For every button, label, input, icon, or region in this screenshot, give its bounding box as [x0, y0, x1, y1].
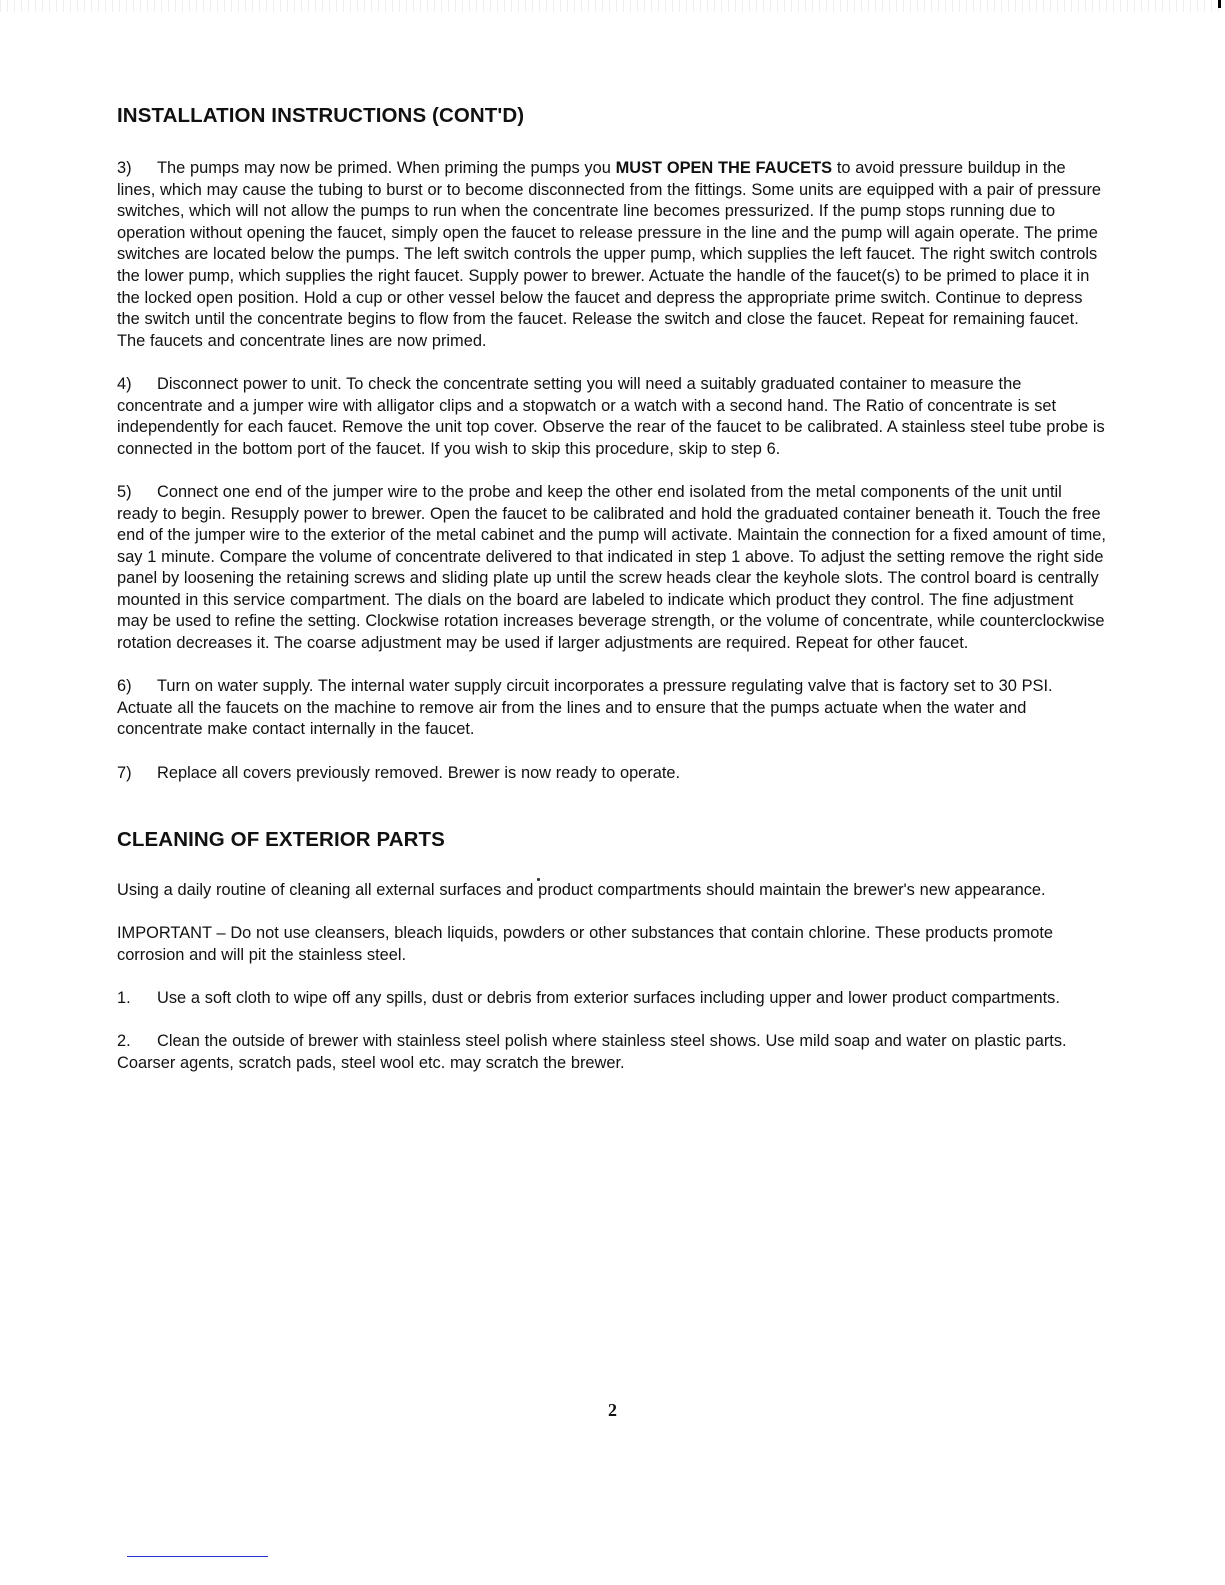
footer-rule [127, 1556, 268, 1557]
step-number: 5) [117, 482, 132, 501]
step-number: 2. [117, 1032, 131, 1051]
step-text: Turn on water supply. The internal water supply circuit incorporates a pressure regulating valve that is factory set to 30 PSI. Actuate all the faucets on the machine to remove air from the lines and to ensure that the pumps actuate when the water and concentrate make contact internally in the faucet. [117, 677, 1053, 739]
section-title-cleaning: CLEANING OF EXTERIOR PARTS [117, 828, 445, 852]
cleaning-step-1 [117, 988, 1107, 1010]
cleaning-important-notice: IMPORTANT – Do not use cleansers, bleach liquids, powders or other substances that contain chlorine. These products promote corrosion and will pit the stainless steel. [117, 924, 1054, 964]
step-text: Disconnect power to unit. To check the concentrate setting you will need a suitably graduated container to measure the concentrate and a jumper wire with alligator clips and a stopwatch or a watch with a second hand. The Ratio of concentrate is set independently for each faucet. Remove the unit top cover. Observe the rear of the faucet to be calibrated. A stainless steel tube probe is connected in the bottom port of the faucet. If you wish to skip this procedure, skip to step 6. [117, 374, 1105, 458]
installation-step-6 [117, 676, 1107, 741]
scan-mark [1218, 0, 1221, 8]
cleaning-step-2 [117, 1031, 1107, 1074]
step-number: 3) [117, 159, 132, 177]
step-text: Clean the outside of brewer with stainless steel polish where stainless steel shows. Use mild soap and water on plastic parts. Coarser agents, scratch pads, steel wool etc. may scratch the brewer. [117, 1032, 1067, 1072]
warning-emphasis: MUST OPEN THE FAUCETS [615, 159, 833, 177]
step-number: 6) [117, 677, 132, 696]
page-number: 2 [608, 1400, 617, 1420]
installation-step-4 [117, 374, 1107, 460]
step-text: Connect one end of the jumper wire to the probe and keep the other end isolated from the metal components of the unit until ready to begin. Resupply power to brewer. Open the faucet to be calibrated and hold the graduated container beneath it. Touch the free end of the jumper wire to the exterior of the metal cabinet and the pump will activate. Maintain the connection for a fixed amount of time, say 1 minute. Compare the volume of concentrate delivered to that indicated in step 1 above. To adjust the setting remove the right side panel by loosening the retaining screws and sliding plate up until the screw heads clear the keyhole slots. The control board is centrally mounted in this service compartment. The dials on the board are labeled to indicate which product they control. The fine adjustment may be used to refine the setting. Clockwise rotation increases beverage strength, or the volume of concentrate, while counterclockwise rotation decreases it. The coarse adjustment may be used if larger adjustments are required. Repeat for other faucet. [117, 482, 1106, 653]
step-number: 4) [117, 374, 132, 393]
scan-noise-top-edge [0, 0, 1225, 12]
step-number: 1. [117, 989, 131, 1008]
step-text: The pumps may now be primed. When priming the pumps you [157, 159, 616, 177]
installation-step-3 [117, 158, 1107, 352]
step-text: Use a soft cloth to wipe off any spills, dust or debris from exterior surfaces including upper and lower product compartments. [157, 989, 1060, 1008]
section-title-installation: INSTALLATION INSTRUCTIONS (CONT'D) [117, 104, 525, 127]
step-number: 7) [117, 763, 132, 782]
installation-step-7 [117, 763, 1107, 785]
document-page [117, 104, 1107, 1096]
step-text: Replace all covers previously removed. Brewer is now ready to operate. [157, 763, 681, 782]
installation-step-5 [117, 482, 1107, 655]
step-text: to avoid pressure buildup in the lines, which may cause the tubing to burst or to become disconnected from the fittings. Some units are equipped with a pair of pressure switches, which will not allow the pumps to run when the concentrate line becomes pressurized. If the pump stops running due to operation without opening the faucet, simply open the faucet to release pressure in the line and the pump will again operate. The prime switches are located below the pumps. The left switch controls the upper pump, which supplies the left faucet. The right switch controls the lower pump, which supplies the right faucet. Supply power to brewer. Actuate the handle of the faucet(s) to be primed to place it in the locked open position. Hold a cup or other vessel below the faucet and depress the appropriate prime switch. Continue to depress the switch until the concentrate begins to flow from the faucet. Release the switch and close the faucet. Repeat for remaining faucet. The faucets and concentrate lines are now primed. [117, 159, 1102, 350]
cleaning-intro: Using a daily routine of cleaning all external surfaces and product compartments should maintain the brewer's new appearance. [117, 881, 1046, 900]
